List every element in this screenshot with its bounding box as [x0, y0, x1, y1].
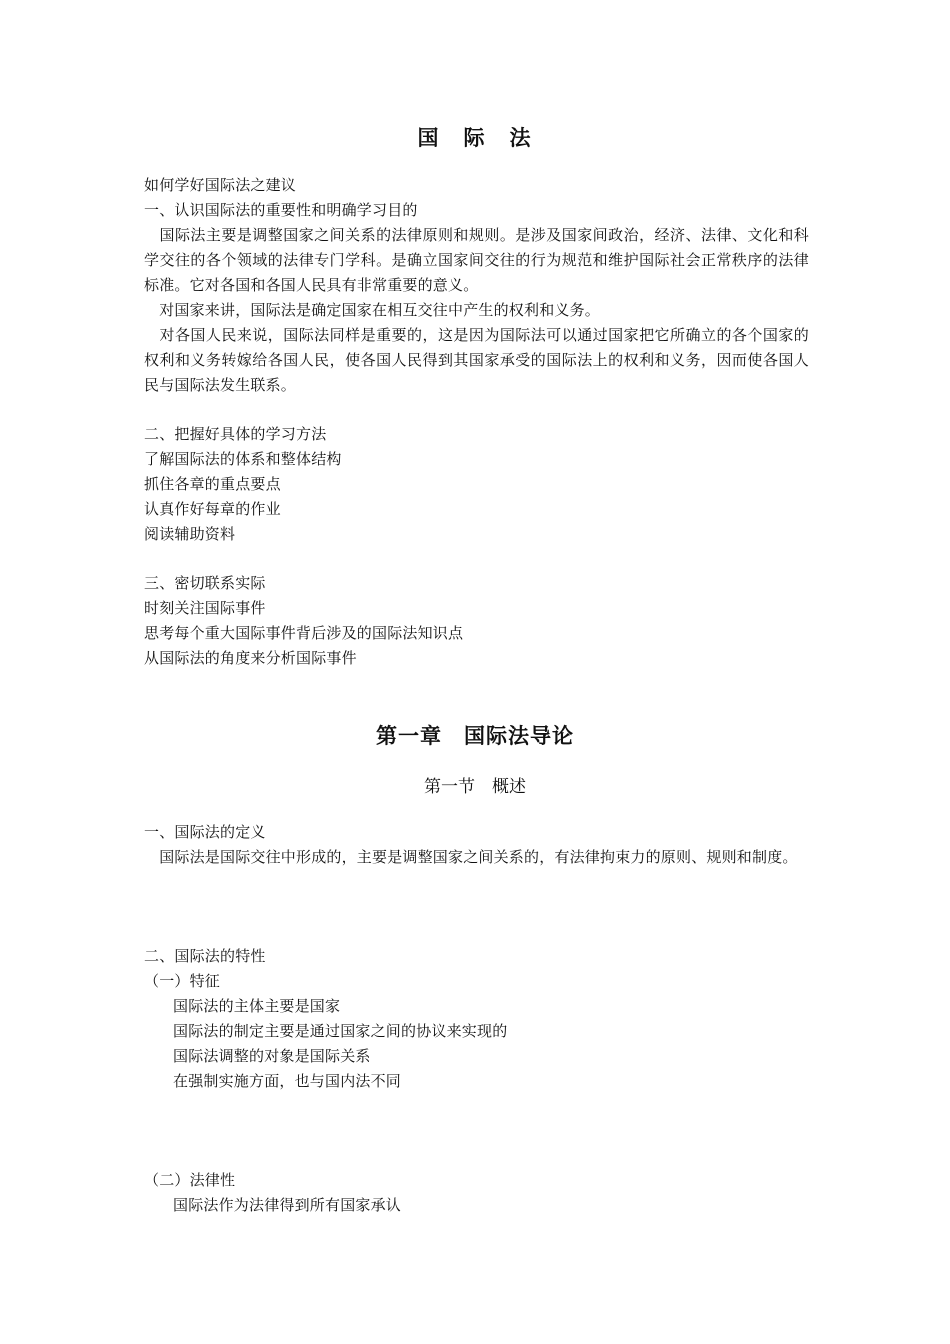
section-1-paragraph-3: 对各国人民来说，国际法同样是重要的，这是因为国际法可以通过国家把它所确立的各个国家的权利和义务转嫁给各国人民，使各国人民得到其国家承受的国际法上的权利和义务，因而使各国人民与国际法发生联系。	[144, 326, 809, 394]
definition-text: 国际法是国际交往中形成的，主要是调整国家之间关系的，有法律拘束力的原则、规则和制度。	[144, 848, 798, 866]
section-2-item: 认真作好每章的作业	[144, 500, 281, 518]
section-1-paragraph-2: 对国家来讲，国际法是确定国家在相互交往中产生的权利和义务。	[144, 301, 601, 319]
definition-heading: 一、国际法的定义	[144, 823, 266, 841]
traits-item: 国际法的主体主要是国家	[173, 997, 341, 1015]
section-2-item: 了解国际法的体系和整体结构	[144, 450, 342, 468]
section-2-heading: 二、把握好具体的学习方法	[144, 425, 327, 443]
traits-sub2-item: 国际法作为法律得到所有国家承认	[173, 1196, 402, 1214]
section-3-item: 从国际法的角度来分析国际事件	[144, 649, 357, 667]
section-3-item: 思考每个重大国际事件背后涉及的国际法知识点	[144, 624, 464, 642]
section-3-heading: 三、密切联系实际	[144, 574, 266, 592]
section-2-item: 阅读辅助资料	[144, 525, 236, 543]
section-1-heading: 一、认识国际法的重要性和明确学习目的	[144, 201, 418, 219]
section-2-item: 抓住各章的重点要点	[144, 475, 281, 493]
section-3-item: 时刻关注国际事件	[144, 599, 266, 617]
traits-subheading-1: （一）特征	[144, 972, 221, 990]
section-title: 第一节 概述	[424, 777, 526, 797]
section-1-paragraph-1: 国际法主要是调整国家之间关系的法律原则和规则。是涉及国家间政治，经济、法律、文化和科学交往的各个领域的法律专门学科。是确立国家间交往的行为规范和维护国际社会正常秩序的法律标准。它对各国和各国人民具有非常重要的意义。	[144, 226, 809, 294]
traits-item: 国际法的制定主要是通过国家之间的协议来实现的	[173, 1022, 508, 1040]
document-title: 国 际 法	[417, 125, 533, 150]
traits-subheading-2: （二）法律性	[144, 1171, 236, 1189]
traits-heading: 二、国际法的特性	[144, 947, 266, 965]
intro-heading: 如何学好国际法之建议	[144, 176, 297, 194]
chapter-title: 第一章 国际法导论	[376, 723, 574, 748]
traits-item: 在强制实施方面，也与国内法不同	[173, 1072, 402, 1090]
traits-item: 国际法调整的对象是国际关系	[173, 1047, 371, 1065]
